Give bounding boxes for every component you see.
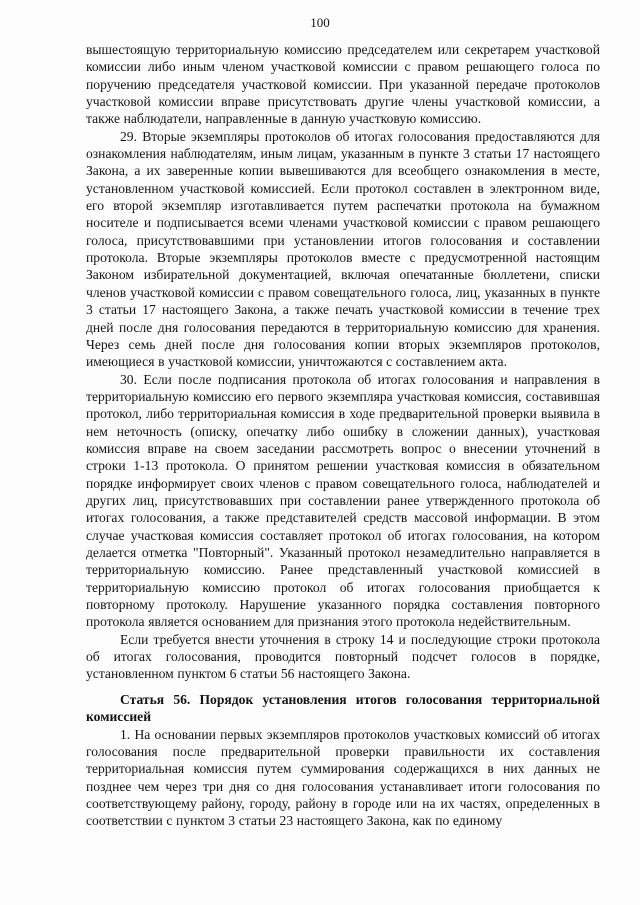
document-body — [86, 41, 600, 683]
paragraph-item-29: 29. Вторые экземпляры протоколов об итогах голосования предоставляются для ознакомления наблюдателям, иным лицам, указанным в пункте 3 статьи 17 настоящего Закона, а их заверенные копии вывешиваются для всеобщего ознакомления в месте, установленном участковой комиссией. Если протокол составлен в электронном виде, его второй экземпляр изготавливается путем распечатки протокола на бумажном носителе и подписывается всеми членами участковой комиссии с правом решающего голоса, присутствовавшими при установлении итогов голосования и составлении протокола. Вторые экземпляры протоколов вместе с предусмотренной настоящим Законом избирательной документацией, включая опечатанные бюллетени, списки членов участковой комиссии с правом совещательного голоса, лиц, указанных в пункте 3 статьи 17 настоящего Закона, а также печать участковой комиссии в течение трех дней после дня голосования передаются в территориальную комиссию для хранения. Через семь дней после дня голосования копии вторых экземпляров протоколов, имеющиеся в участковой комиссии, уничтожаются с составлением акта. — [86, 128, 600, 370]
article-56-heading: Статья 56. Порядок установления итогов голосования территориальной комиссией — [86, 692, 600, 725]
article-56-paragraph-1: 1. На основании первых экземпляров протоколов участковых комиссий об итогах голосования после предварительной проверки правильности их составления территориальная комиссия путем суммирования содержащихся в них данных не позднее чем через три дня со дня голосования устанавливает итоги голосования по соответствующему району, городу, району в городе или на их частях, определенных в соответствии с пунктом 3 статьи 23 настоящего Закона, как по единому — [86, 726, 600, 829]
paragraph-item-30-addendum: Если требуется внести уточнения в строку 14 и последующие строки протокола об итогах голосования, проводится повторный подсчет голосов в порядке, установленном пунктом 6 статьи 56 настоящего Закона. — [86, 631, 600, 682]
page-number: 100 — [310, 15, 330, 30]
paragraph-continuation: вышестоящую территориальную комиссию председателем или секретарем участковой комиссии либо иным членом участковой комиссии с правом решающего голоса по поручению председателя участковой комиссии. При указанной передаче протоколов участковой комиссии вправе присутствовать другие члены участковой комиссии, а также наблюдатели, направленные в данную участковую комиссию. — [86, 42, 600, 127]
article-section — [86, 691, 600, 830]
paragraph-item-30: 30. Если после подписания протокола об итогах голосования и направления в территориальную комиссию его первого экземпляра участковая комиссия, составившая протокол, либо территориальная комиссия в ходе предварительной проверки выявила в нем неточность (описку, опечатку либо ошибку в сложении данных), участковая комиссия вправе на своем заседании рассмотреть вопрос о внесении уточнений в строки 1-13 протокола. О принятом решении участковая комиссия в обязательном порядке информирует своих членов с правом совещательного голоса, наблюдателей и других лиц, присутствовавших при составлении ранее утвержденного протокола об итогах голосования, а также представителей средств массовой информации. В этом случае участковая комиссия составляет протокол об итогах голосования, на котором делается отметка "Повторный". Указанный протокол незамедлительно направляется в территориальную комиссию. Ранее представленный участковой комиссией в территориальную комиссию протокол об итогах голосования приобщается к повторному протоколу. Нарушение указанного порядка составления повторного протокола является основанием для признания этого протокола недействительным. — [86, 371, 600, 630]
